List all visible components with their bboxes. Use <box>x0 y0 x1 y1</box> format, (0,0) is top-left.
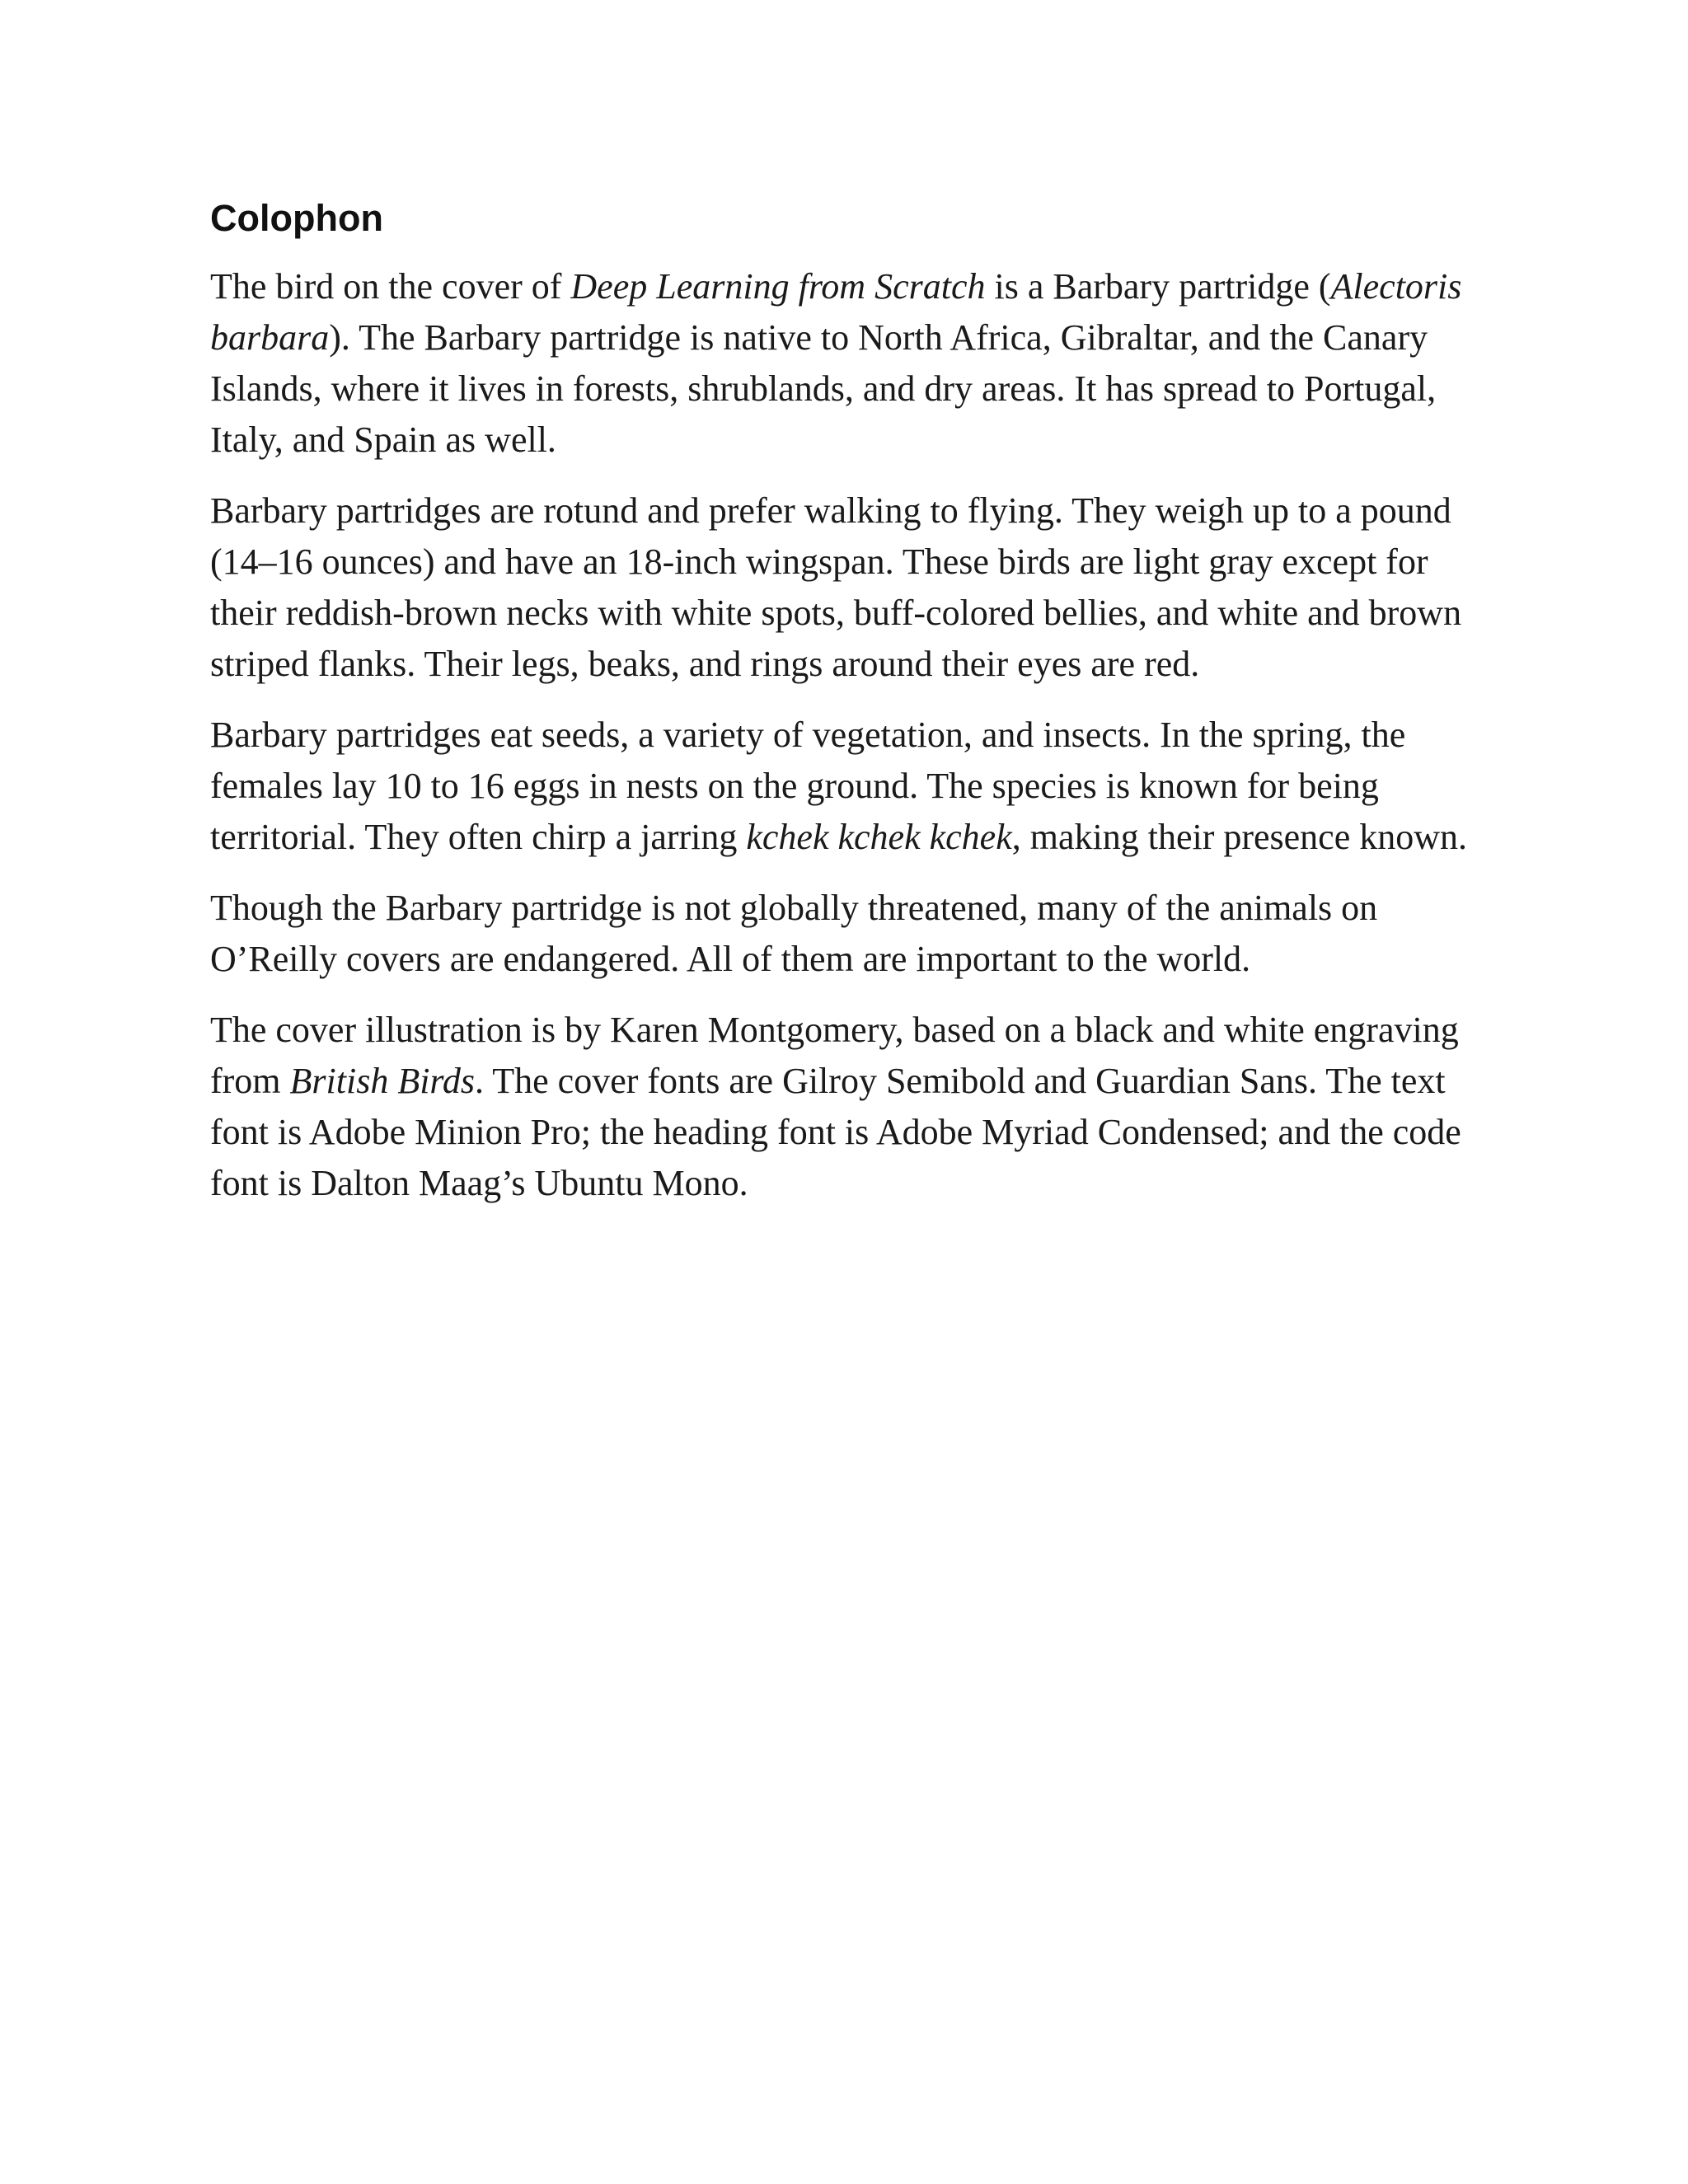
paragraph-credits <box>210 1005 1496 1209</box>
page-title: Colophon <box>210 197 383 239</box>
text-segment: ). The Barbary partridge is native to North Africa, Gibraltar, and the Canary Islands, where it lives in forests, shrublands, and dry areas. It has spread to Portugal, Italy, and Spain as well. <box>210 317 1437 460</box>
text-segment: , making their presence known. <box>1011 817 1468 857</box>
colophon-page <box>210 194 1496 1229</box>
text-segment: Though the Barbary partridge is not globally threatened, many of the animals on O’Reilly covers are endangered. All of them are important to the world. <box>210 888 1378 979</box>
paragraph-conservation <box>210 883 1496 985</box>
paragraph-appearance <box>210 485 1496 690</box>
text-segment: is a Barbary partridge ( <box>985 266 1331 307</box>
text-segment: Barbary partridges are rotund and prefer walking to flying. They weigh up to a pound (14–16 ounces) and have an 18-inch wingspan. These birds are light gray except for their reddish-brown necks with white spots, buff-colored bellies, and white and brown striped flanks. Their legs, beaks, and rings around their eyes are red. <box>210 490 1462 684</box>
italic-text: kchek kchek kchek <box>746 817 1012 857</box>
text-segment: Barbary partridges eat seeds, a variety of vegetation, and insects. In the spring, the females lay 10 to 16 eggs in nests on the ground. The species is known for being territorial. They often chirp a jarring <box>210 715 1406 857</box>
paragraph-cover-bird <box>210 261 1496 466</box>
text-segment: The cover illustration is by Karen Montgomery, based on a black and white engraving from <box>210 1010 1459 1101</box>
text-segment: The bird on the cover of <box>210 266 571 307</box>
italic-text: Deep Learning from Scratch <box>570 266 986 307</box>
colophon-body <box>210 261 1496 1209</box>
italic-text: British Birds <box>289 1061 476 1101</box>
text-segment: . The cover fonts are Gilroy Semibold and Guardian Sans. The text font is Adobe Minion Pro; the heading font is Adobe Myriad Condensed; and the code font is Dalton Maag’s Ubuntu Mono. <box>210 1061 1461 1203</box>
italic-text: Alectoris barbara <box>210 266 1462 358</box>
paragraph-diet <box>210 710 1496 863</box>
